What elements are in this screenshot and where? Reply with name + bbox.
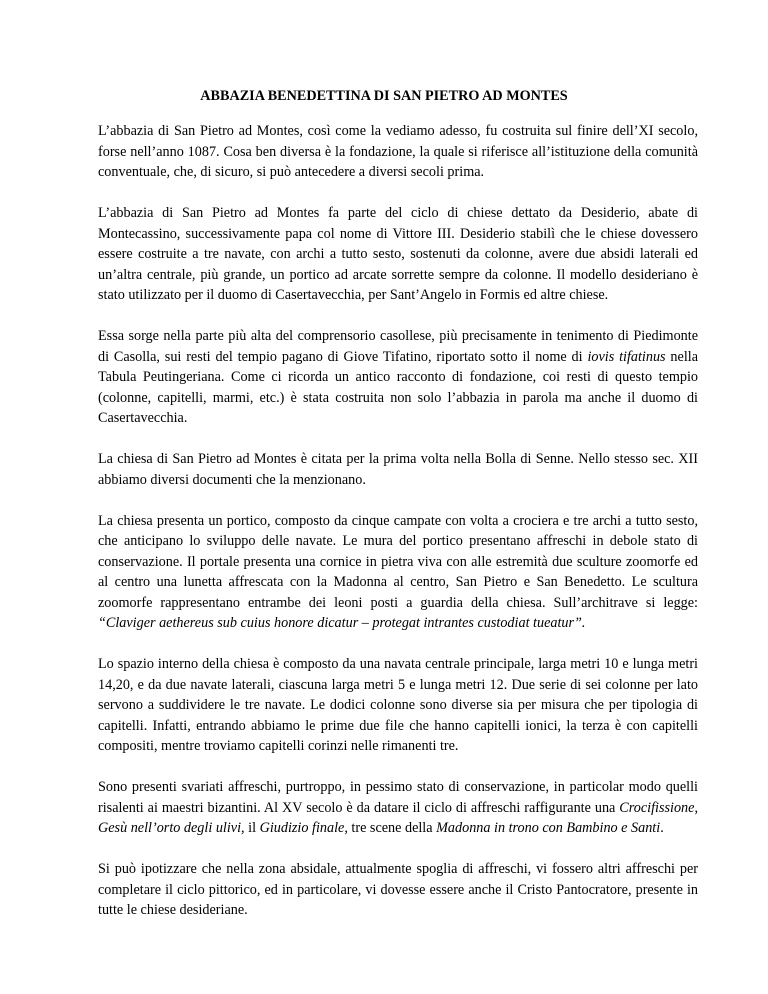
paragraph-6: Lo spazio interno della chiesa è composto da una navata centrale principale, larga metri 10 e lunga metri 14,20, e da due navate laterali, ciascuna larga metri 5 e lunga metri 12. Due serie di sei colonne per lato servono a suddividere le tre navate. Le dodici colonne sono diverse sia per misura che per tipologia di capitelli. Infatti, entrando abbiamo le prime due file che hanno capitelli ionici, la terza è con capitelli compositi, mentre troviamo capitelli corinzi nelle rimanenti tre. — [98, 656, 698, 754]
fresco-title-crocifissione: Crocifissione — [619, 799, 695, 816]
document-body — [98, 121, 698, 941]
separator: , — [694, 799, 698, 816]
fresco-title-giudizio: Giudizio finale — [259, 820, 345, 836]
separator: , tre scene della — [344, 820, 437, 836]
paragraph-3 — [98, 326, 698, 429]
paragraph-7 — [98, 777, 698, 839]
paragraph-3-text-b: nella Tabula Peutingeriana. Come ci ricorda un antico racconto di fondazione, coi resti di questo tempio (colonne, capitelli, marmi, etc.) è stata costruita non solo l’abbazia in parola ma anche il duomo di Casertavecchia. — [98, 348, 698, 426]
fresco-title-madonna: Madonna in trono con Bambino e Santi — [436, 820, 661, 836]
paragraph-2: L’abbazia di San Pietro ad Montes fa parte del ciclo di chiese dettato da Desiderio, abate di Montecassino, successivamente papa col nome di Vittore III. Desiderio stabilì che le chiese dovessero essere costruite a tre navate, con archi a tutto sesto, sostenuti da colonne, avere due absidi laterali ed un’altra centrale, più grande, un portico ad arcate sorrette sempre da colonne. Il modello desideriano è stato utilizzato per il duomo di Casertavecchia, per Sant’Angelo in Formis ed altre chiese. — [98, 205, 698, 303]
paragraph-5 — [98, 511, 698, 634]
document-title: ABBAZIA BENEDETTINA DI SAN PIETRO AD MONTES — [200, 88, 568, 104]
fresco-title-orto: Gesù nell’orto degli ulivi — [98, 820, 242, 836]
paragraph-7-text: Sono presenti svariati affreschi, purtroppo, in pessimo stato di conservazione, in particolar modo quelli risalenti ai maestri bizantini. Al XV secolo è da datare il ciclo di affreschi raffigurante una — [98, 779, 698, 816]
paragraph-3-text-a: Essa sorge nella parte più alta del comprensorio casollese, più precisamente in tenimento di Piedimonte di Casolla, sui resti del tempio pagano di Giove Tifatino, riportato sotto il nome di — [98, 328, 698, 365]
sentence-end: . — [660, 820, 664, 836]
paragraph-4: La chiesa di San Pietro ad Montes è citata per la prima volta nella Bolla di Senne. Nello stesso sec. XII abbiamo diversi documenti che la menzionano. — [98, 451, 698, 488]
paragraph-3-italic: iovis tifatinus — [587, 348, 666, 365]
paragraph-1: L’abbazia di San Pietro ad Montes, così come la vediamo adesso, fu costruita sul finire dell’XI secolo, forse nell’anno 1087. Cosa ben diversa è la fondazione, la quale si riferisce all’istituzione della comunità conventuale, che, di sicuro, si può antecedere a diversi secoli prima. — [98, 123, 698, 180]
separator: , il — [241, 820, 260, 836]
paragraph-8: Si può ipotizzare che nella zona absidale, attualmente spoglia di affreschi, vi fossero altri affreschi per completare il ciclo pittorico, ed in particolare, vi dovesse essere anche il Cristo Pantocratore, presente in tutte le chiese desideriane. — [98, 861, 698, 918]
architrave-inscription: “Claviger aethereus sub cuius honore dicatur – protegat intrantes custodiat tueatur”. — [98, 615, 586, 631]
paragraph-5-text: La chiesa presenta un portico, composto da cinque campate con volta a crociera e tre archi a tutto sesto, che anticipano lo sviluppo delle navate. Le mura del portico presentano affreschi in debole stato di conservazione. Il portale presenta una cornice in pietra viva con alle estremità due sculture zoomorfe ed al centro una lunetta affrescata con la Madonna al centro, San Pietro e San Benedetto. Le scultura zoomorfe rappresentano entrambe dei leoni posti a guardia della chiesa. Sull’architrave si legge: — [98, 512, 698, 611]
